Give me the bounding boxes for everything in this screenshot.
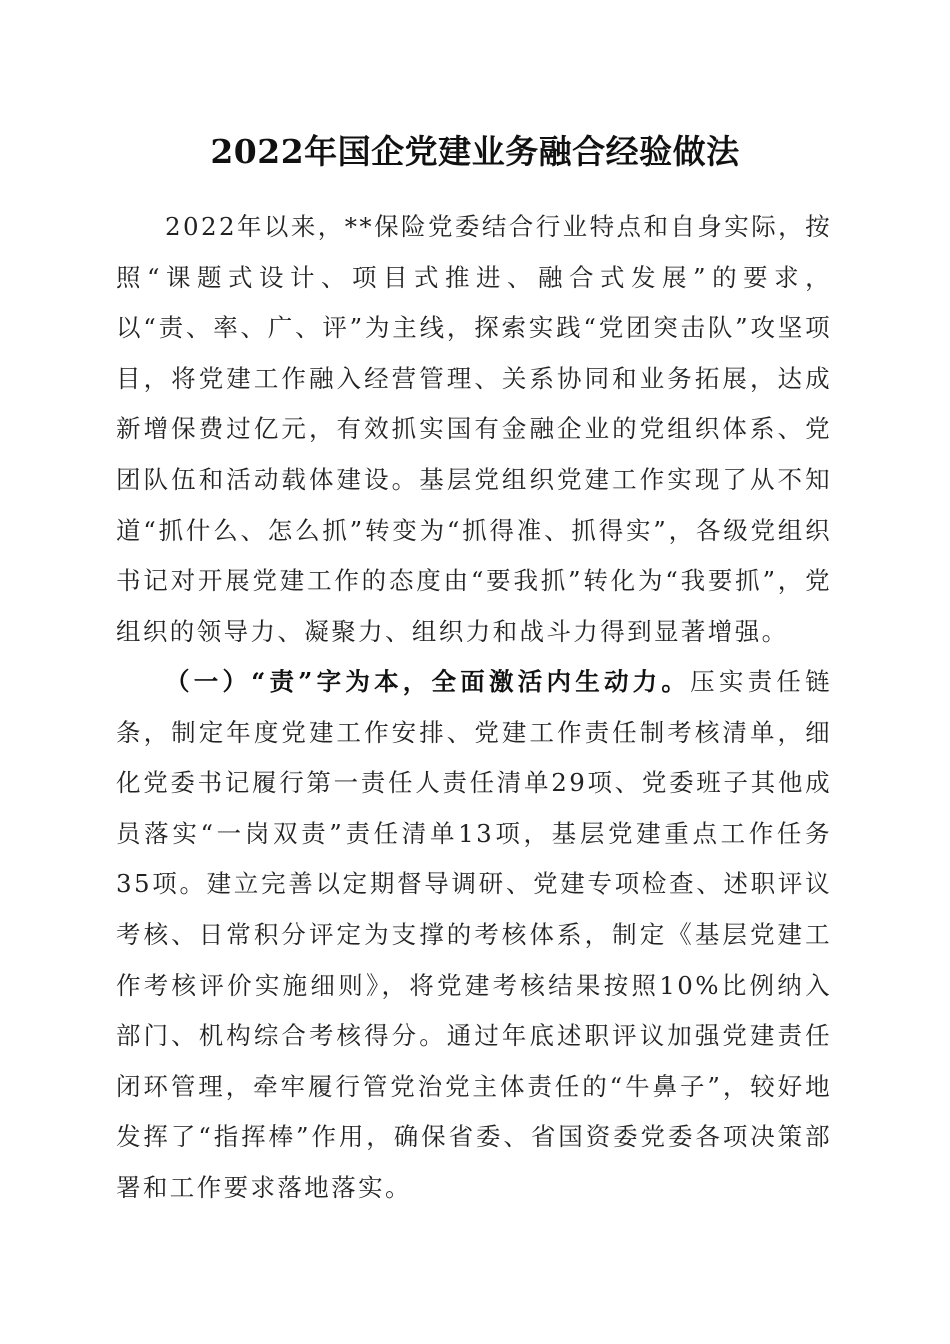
document-title: 2022年国企党建业务融合经验做法 — [210, 132, 740, 171]
paragraph-text: 2022年以来，**保险党委结合行业特点和自身实际，按照“课题式设计、项目式推进、融合式发展”的要求，以“责、率、广、评”为主线，探索实践“党团突击队”攻坚项目，将党建工作融入经营管理、关系协同和业务拓展，达成新增保费过亿元，有效抓实国有金融企业的党组织体系、党团队伍和活动载体建设。基层党组织党建工作实现了从不知道“抓什么、怎么抓”转变为“抓得准、抓得实”，各级党组织书记对开展党建工作的态度由“要我抓”转化为“我要抓”，党组织的领导力、凝聚力、组织力和战斗力得到显著增强。 — [116, 212, 832, 646]
section-1-paragraph — [116, 657, 832, 1214]
paragraph-text: 压实责任链条，制定年度党建工作安排、党建工作责任制考核清单，细化党委书记履行第一责任人责任清单29项、党委班子其他成员落实“一岗双责”责任清单13项，基层党建重点工作任务35项。建立完善以定期督导调研、党建专项检查、述职评议考核、日常积分评定为支撑的考核体系，制定《基层党建工作考核评价实施细则》，将党建考核结果按照10%比例纳入部门、机构综合考核得分。通过年底述职评议加强党建责任闭环管理，牵牢履行管党治党主体责任的“牛鼻子”，较好地发挥了“指挥棒”作用，确保省委、省国资委党委各项决策部署和工作要求落地落实。 — [116, 667, 832, 1202]
section-heading: （一）“责”字为本，全面激活内生动力。 — [165, 667, 691, 696]
intro-paragraph — [116, 202, 832, 657]
